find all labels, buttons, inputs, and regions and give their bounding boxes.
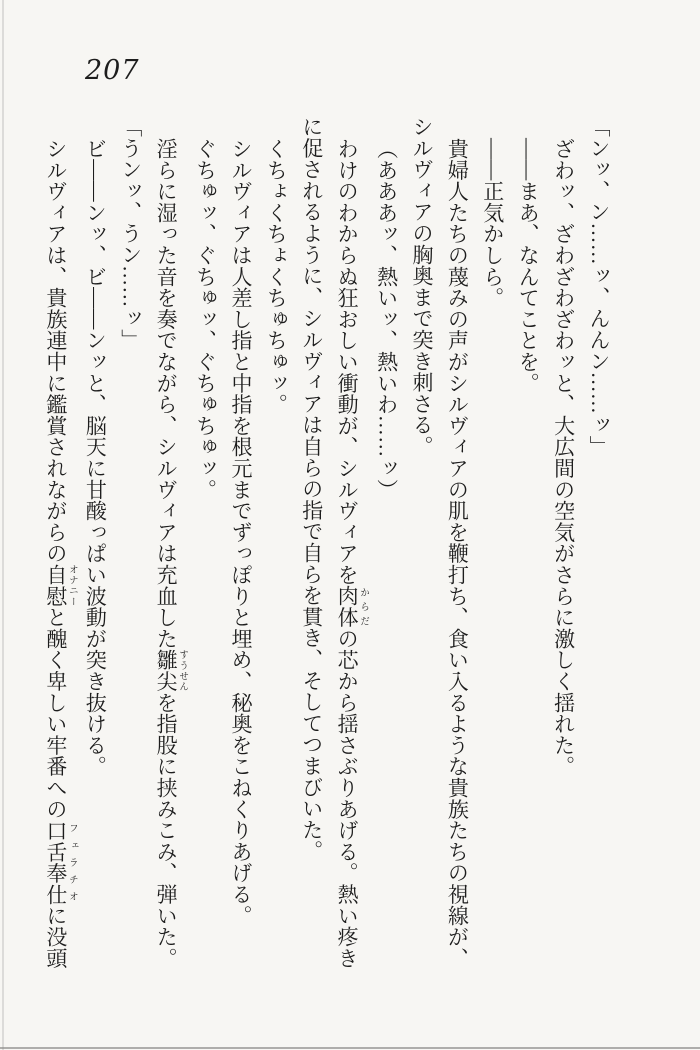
text-column: に促されるように、シルヴィアは自らの指で自らを貫き、そしてつまびいた。 — [299, 116, 324, 862]
text-column: シルヴィアは人差し指と中指を根元までずっぽりと埋め、秘奥をこねくりあげる。 — [228, 138, 253, 927]
page-number: 207 — [85, 55, 140, 86]
page-bottom-edge-line — [0, 1047, 700, 1049]
text-column: 「うンッ、うン……ッ」 — [118, 116, 143, 351]
ruby-annotated-word: 口舌奉仕 フェラチオ — [43, 819, 77, 905]
text-column: ざわッ、ざわざわざわッと、大広間の空気がさらに激しく揺れた。 — [551, 138, 576, 777]
text-column: （あああッ、熱いッ、熱いわ……ッ） — [374, 138, 399, 501]
text-column: ビ――ンッ、ビ――ンッと、脳天に甘酸っぱい波動が突き抜ける。 — [83, 138, 108, 777]
text-column: シルヴィアは、貴族連中に鑑賞されながらの自慰 オナニーと醜く卑しい牢番への口舌奉仕 フェラチオに没頭 — [43, 138, 77, 969]
ruby-annotated-word: 肉体 からだ — [335, 585, 369, 628]
furigana: からだ — [358, 585, 369, 628]
furigana: オナニー — [66, 564, 77, 607]
text-column: わけのわからぬ狂おしい衝動が、シルヴィアを肉体 からだの芯から揺さぶりあげる。熱い疼き — [335, 138, 369, 969]
vertical-text-block — [38, 116, 617, 1000]
text-column: 淫らに湿った音を奏でながら、シルヴィアは充血した雛尖 すうせんを指股に挟みこみ、弾いた。 — [154, 138, 188, 969]
text-column: 貴婦人たちの蔑みの声がシルヴィアの肌を鞭打ち、食い入るような貴族たちの視線が、 — [445, 138, 470, 969]
page-spine-edge-line — [2, 0, 4, 1050]
text-column: シルヴィアの胸奥まで突き刺さる。 — [409, 116, 434, 457]
text-column: ――正気かしら。 — [480, 138, 505, 309]
furigana: フェラチオ — [66, 819, 77, 905]
text-column: ぐちゅッ、ぐちゅッ、ぐちゅちゅッ。 — [193, 138, 218, 501]
furigana: すうせん — [177, 649, 188, 692]
ruby-annotated-word: 雛尖 すうせん — [154, 649, 188, 692]
text-column: ――まあ、なんてことを。 — [516, 138, 541, 394]
text-column: くちょくちょくちゅちゅッ。 — [264, 138, 289, 415]
ruby-annotated-word: 自慰 オナニー — [43, 564, 77, 607]
text-column: 「ンッ、ン……ッ、んんン……ッ」 — [587, 116, 611, 457]
